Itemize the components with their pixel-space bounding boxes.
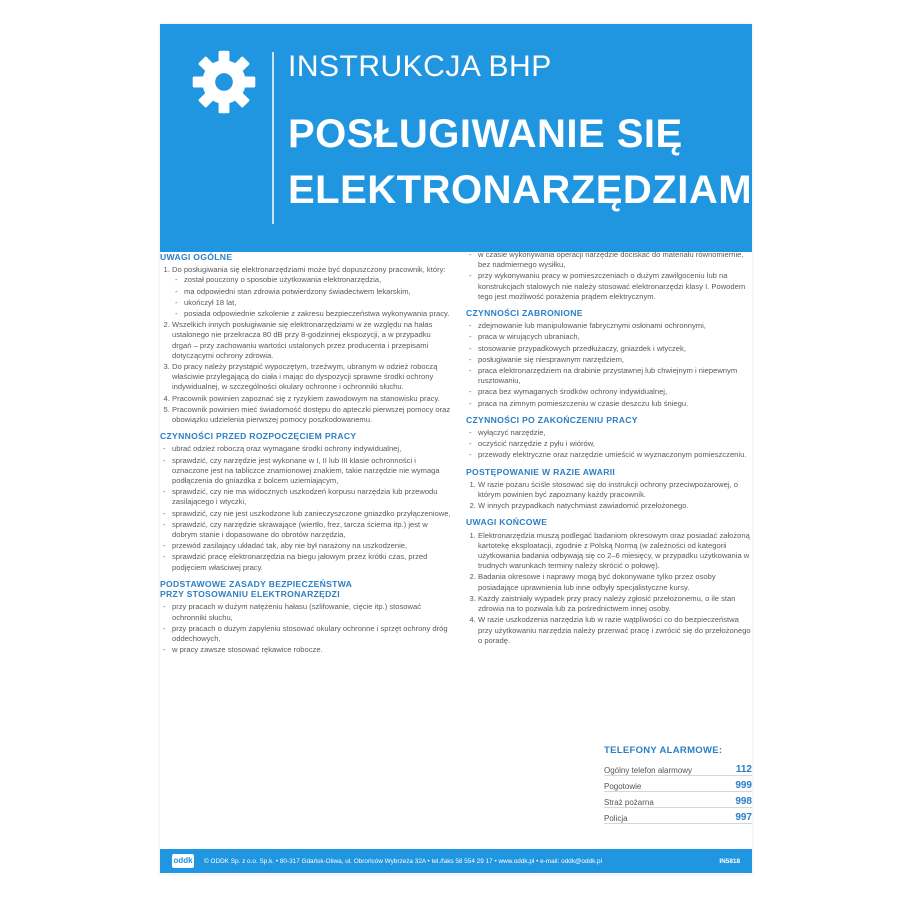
phone-number: 997: [735, 812, 752, 823]
oddk-logo: oddk: [172, 854, 194, 868]
list-item: - ukończył 18 lat,: [184, 298, 452, 308]
section-heading-general: UWAGI OGÓLNE: [160, 252, 233, 262]
phone-number: 112: [735, 764, 752, 775]
list-item: - wyłączyć narzędzie,: [478, 428, 752, 438]
list-item: 3. Każdy zaistniały wypadek przy pracy należy zgłosić przełożonemu, o ile stan zdrowia na to pozwala lub za pośrednictwem innej osoby.: [478, 594, 752, 614]
list-item: - praca na zimnym pomieszczeniu w czasie deszczu lub śniegu.: [478, 399, 752, 409]
footer-bar: [160, 849, 752, 873]
title-line-1: POSŁUGIWANIE SIĘ: [288, 112, 683, 156]
header-banner: [160, 24, 764, 252]
footer-contact: © ODDK Sp. z o.o. Sp.k. • 80-317 Gdańsk-Oliwa, ul. Obrońców Wybrzeża 32A • tel./faks 58 554 29 17 • www.oddk.pl • e-mail: oddk@oddk.pl: [204, 857, 603, 865]
phone-label: Pogotowie: [604, 782, 642, 791]
header-divider: [272, 52, 274, 224]
list-item: 1. W razie pożaru ściśle stosować się do instrukcji ochrony przeciwpożarowej, o którym powinien być zapoznany każdy pracownik.: [478, 480, 752, 500]
section-heading-before: CZYNNOŚCI PRZED ROZPOCZĘCIEM PRACY: [160, 431, 357, 442]
list-item: - w czasie wykonywania operacji narzędzie dociskać do materiału równomiernie, bez nadmiernego wysiłku,: [478, 250, 752, 270]
list-item: - został pouczony o sposobie użytkowania elektronarzędzia,: [184, 275, 452, 285]
phone-label: Policja: [604, 814, 628, 823]
list-item: 2. Badania okresowe i naprawy mogą być dokonywane tylko przez osoby posiadające uprawnienia lub inne odbyły specjalistyczne kursy.: [478, 572, 752, 592]
section-heading-after: CZYNNOŚCI PO ZAKOŃCZENIU PRACY: [466, 414, 638, 425]
list-item: 5. Pracownik powinien mieć świadomość dostępu do apteczki pierwszej pomocy oraz obowiązku udzielenia pierwszej pomocy poszkodowanemu.: [172, 405, 452, 425]
list-item: 1. Do posługiwania się elektronarzędziami może być dopuszczony pracownik, który: - został pouczony o sposobie użytkowania elektronarzędzia, - ma odpowiedni stan zdrowia potwierdzony świadectwem lekarskim, - ukończył 18 lat, - posiada odpowiednie szkolenie z zakresu bezpieczeństwa wykonywania pracy.: [172, 265, 452, 319]
header-kicker: INSTRUKCJA BHP: [288, 50, 552, 83]
emergency-phones: [604, 745, 752, 824]
list-item: - posiada odpowiednie szkolenie z zakresu bezpieczeństwa wykonywania pracy.: [184, 309, 452, 319]
list-item: - sprawdzić, czy nie jest uszkodzone lub zanieczyszczone gniazdko przyłączeniowe,: [172, 509, 452, 519]
list-item: - zdejmowanie lub manipulowanie fabrycznymi osłonami ochronnymi,: [478, 321, 752, 331]
list-item: - przy pracach w dużym natężeniu hałasu (szlifowanie, cięcie itp.) stosować ochronniki słuchu,: [172, 602, 452, 622]
list-item: 2. W innych przypadkach natychmiast zawiadomić przełożonego.: [478, 501, 752, 511]
phone-row: [604, 808, 752, 824]
phone-row: [604, 792, 752, 808]
list-item: 4. W razie uszkodzenia narzędzia lub w razie wątpliwości co do bezpieczeństwa przy użytkowaniu narzędzia należy przerwać pracę i zwrócić się do przełożonego o poradę.: [478, 615, 752, 646]
phone-number: 999: [735, 780, 752, 791]
right-column: [466, 250, 752, 647]
phone-row: [604, 776, 752, 792]
list-item: 4. Pracownik powinien zapoznać się z ryzykiem zawodowym na stanowisku pracy.: [172, 394, 452, 404]
list-item: - przewody elektryczne oraz narzędzie umieścić w wyznaczonym pomieszczeniu.: [478, 450, 752, 460]
list-item: - przewód zasilający układać tak, aby nie był narażony na uszkodzenie,: [172, 541, 452, 551]
phone-number: 998: [735, 796, 752, 807]
phones-heading: TELEFONY ALARMOWE:: [604, 745, 723, 756]
phone-row: [604, 760, 752, 776]
document-code: IN5818: [719, 857, 740, 865]
list-item: - oczyścić narzędzie z pyłu i wiórów,: [478, 439, 752, 449]
list-item: - ma odpowiedni stan zdrowia potwierdzony świadectwem lekarskim,: [184, 287, 452, 297]
list-item: - sprawdzić, czy narzędzie skrawające (wiertło, frez, tarcza ścierna itp.) jest w dobrym stanie i dopasowane do obrotów narzędzia,: [172, 520, 452, 540]
list-item: - posługiwanie się niesprawnym narzędziem,: [478, 355, 752, 365]
list-item: - w pracy zawsze stosować rękawice robocze.: [172, 645, 452, 655]
list-item: - praca w wirujących ubraniach,: [478, 332, 752, 342]
list-item: - sprawdzić, czy nie ma widocznych uszkodzeń korpusu narzędzia lub przewodu zasilającego i wtyczki,: [172, 487, 452, 507]
header-title: [288, 106, 764, 218]
phone-label: Straż pożarna: [604, 798, 654, 807]
left-column: [160, 250, 452, 656]
list-item: 1. Elektronarzędzia muszą podlegać badaniom okresowym oraz posiadać założoną kartotekę eksploatacji, zgodnie z Polską Normą (w zależności od kategorii użytkowania badania odbywają się co 2–6 miesięcy, w przypadku użytkowania w trudnych warunkach terminy należy skrócić o połowę).: [478, 531, 752, 572]
phone-label: Ogólny telefon alarmowy: [604, 766, 693, 775]
list-item: - sprawdzić pracę elektronarzędzia na biegu jałowym przez krótki czas, przed podjęciem właściwej pracy.: [172, 552, 452, 572]
section-heading-final: UWAGI KOŃCOWE: [466, 517, 548, 528]
list-item: - stosowanie przypadkowych przedłużaczy, gniazdek i wtyczek,: [478, 344, 752, 354]
list-item: 2. Wszelkich innych posługiwanie się elektronarzędziami w ze względu na hałas ustalonego nie przekracza 80 dB przy 8-godzinnej ekspozycji, a w przypadku drgań – przy zachowaniu wartości ustalonych przez producenta i przepisami dotyczącymi ochrony zdrowia.: [172, 320, 452, 361]
list-item: - przy pracach o dużym zapyleniu stosować okulary ochronne i sprzęt ochrony dróg oddechowych,: [172, 624, 452, 644]
title-line-2: ELEKTRONARZĘDZIAMI: [288, 168, 764, 212]
list-item: - sprawdzić, czy narzędzie jest wykonane w I, II lub III klasie ochronności i oznaczone jest na tabliczce znamionowej znakiem, takie narzędzie nie wymaga podłączenia do gniazdka z bolcem uziemiającym,: [172, 456, 452, 487]
section-heading-emergency: POSTĘPOWANIE W RAZIE AWARII: [466, 466, 616, 477]
section-heading-forbidden: CZYNNOŚCI ZABRONIONE: [466, 308, 583, 319]
list-item: - praca elektronarzędziem na drabinie przystawnej lub chwiejnym i niepewnym rusztowaniu,: [478, 366, 752, 386]
list-item: 3. Do pracy należy przystąpić wypoczętym, trzeźwym, ubranym w odzież roboczą właściwie przylegającą do ciała i mając do dyspozycji sprawne środki ochrony indywidualnej, w szczególności okulary ochronne i ochronniki słuchu.: [172, 362, 452, 393]
list-item: - przy wykonywaniu pracy w pomieszczeniach o dużym zawilgoceniu lub na konstrukcjach stalowych nie należy stosować elektronarzędzi klasy I. Powodem tego jest możliwość porażenia prądem elektrycznym.: [478, 271, 752, 302]
list-item: - ubrać odzież roboczą oraz wymagane środki ochrony indywidualnej,: [172, 444, 452, 454]
section-heading-rules: PODSTAWOWE ZASADY BEZPIECZEŃSTWA PRZY STOSOWANIU ELEKTRONARZĘDZI: [160, 578, 353, 600]
gear-icon: [190, 48, 258, 116]
list-item: - praca bez wymaganych środków ochrony indywidualnej,: [478, 387, 752, 397]
